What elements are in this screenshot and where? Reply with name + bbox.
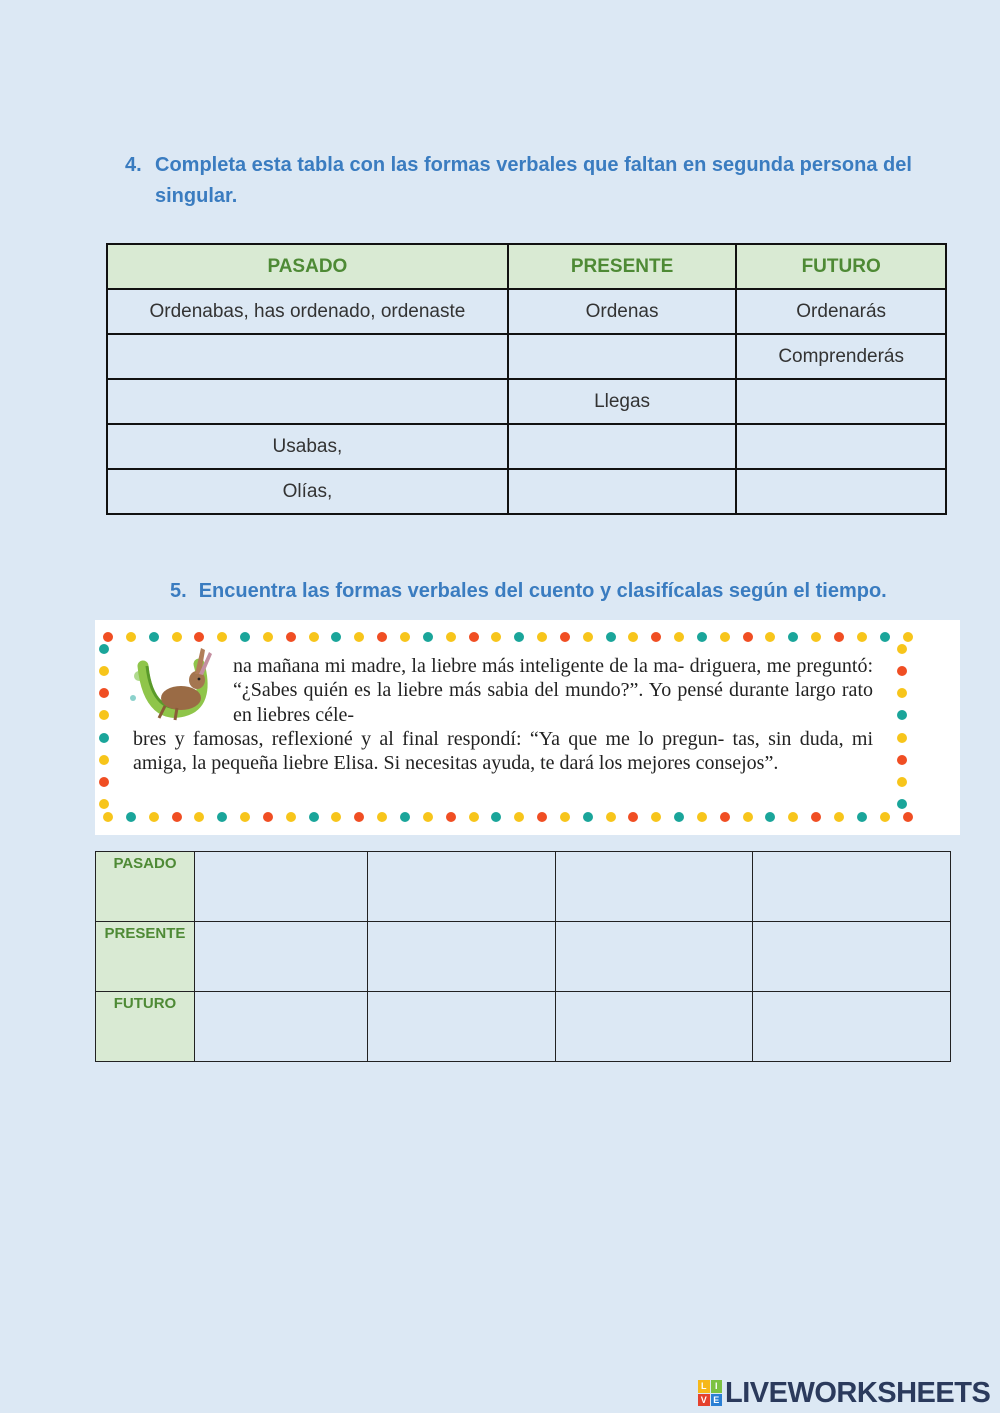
- table-cell: Olías,: [107, 469, 508, 514]
- question-number: 4.: [125, 154, 142, 176]
- border-dot: [99, 710, 109, 720]
- border-dot: [897, 644, 907, 654]
- border-dot: [903, 632, 913, 642]
- border-dot: [697, 812, 707, 822]
- border-dot: [172, 632, 182, 642]
- border-dot: [149, 812, 159, 822]
- border-dot: [194, 812, 204, 822]
- story-text-full-width: bres y famosas, reflexioné y al final respondí: “Ya que me lo pregun- tas, sin duda, mi amiga, la pequeña liebre Elisa. Si necesitas ayuda, te dará los mejores consejos”.: [133, 728, 873, 775]
- dotted-border-right: [897, 644, 907, 809]
- border-dot: [354, 812, 364, 822]
- logo-letter: V: [698, 1394, 710, 1407]
- liveworksheets-logo-icon: [698, 1380, 722, 1406]
- border-dot: [331, 812, 341, 822]
- verb-forms-table: [106, 243, 947, 515]
- table-row: [107, 469, 946, 514]
- border-dot: [857, 632, 867, 642]
- border-dot: [99, 799, 109, 809]
- border-dot: [897, 733, 907, 743]
- question-5-title: [170, 576, 930, 607]
- logo-letter: E: [711, 1394, 723, 1407]
- border-dot: [583, 812, 593, 822]
- table-row: [96, 922, 951, 992]
- border-dot: [423, 812, 433, 822]
- border-dot: [286, 812, 296, 822]
- liveworksheets-logo: [698, 1376, 990, 1410]
- border-dot: [788, 812, 798, 822]
- border-dot: [99, 644, 109, 654]
- border-dot: [469, 812, 479, 822]
- answer-cell[interactable]: [194, 922, 367, 992]
- border-dot: [857, 812, 867, 822]
- border-dot: [469, 632, 479, 642]
- border-dot: [126, 632, 136, 642]
- dotted-border-bottom: [103, 812, 913, 822]
- border-dot: [560, 812, 570, 822]
- story-text-wrapped: na mañana mi madre, la liebre más inteligente de la ma- driguera, me preguntó: “¿Sabes quién es la liebre más sabia del mundo?”. Yo pensé durante largo rato en liebres céle-: [233, 655, 873, 726]
- border-dot: [194, 632, 204, 642]
- border-dot: [897, 799, 907, 809]
- table-cell: Comprenderás: [736, 334, 946, 379]
- border-dot: [99, 777, 109, 787]
- border-dot: [903, 812, 913, 822]
- answer-cell[interactable]: [508, 424, 737, 469]
- dotted-border-left: [99, 644, 109, 809]
- border-dot: [99, 688, 109, 698]
- border-dot: [674, 812, 684, 822]
- border-dot: [743, 812, 753, 822]
- answer-cell[interactable]: [736, 379, 946, 424]
- logo-letter: I: [711, 1380, 723, 1393]
- border-dot: [286, 632, 296, 642]
- border-dot: [103, 632, 113, 642]
- border-dot: [309, 812, 319, 822]
- table-cell: Usabas,: [107, 424, 508, 469]
- border-dot: [514, 632, 524, 642]
- border-dot: [172, 812, 182, 822]
- border-dot: [99, 733, 109, 743]
- border-dot: [423, 632, 433, 642]
- border-dot: [263, 632, 273, 642]
- answer-cell[interactable]: [367, 852, 556, 922]
- table-cell: Ordenabas, has ordenado, ordenaste: [107, 289, 508, 334]
- border-dot: [560, 632, 570, 642]
- story-box: [95, 620, 960, 835]
- table-row: [107, 334, 946, 379]
- row-label-presente: PRESENTE: [96, 922, 195, 992]
- border-dot: [897, 710, 907, 720]
- header-pasado: PASADO: [107, 244, 508, 289]
- table-header-row: [107, 244, 946, 289]
- border-dot: [834, 812, 844, 822]
- border-dot: [897, 777, 907, 787]
- border-dot: [400, 632, 410, 642]
- table-row: [107, 424, 946, 469]
- border-dot: [606, 632, 616, 642]
- border-dot: [331, 632, 341, 642]
- border-dot: [263, 812, 273, 822]
- hare-initial-letter-image: [125, 646, 225, 726]
- header-futuro: FUTURO: [736, 244, 946, 289]
- logo-text: LIVEWORKSHEETS: [725, 1376, 991, 1409]
- table-row: [107, 289, 946, 334]
- border-dot: [400, 812, 410, 822]
- border-dot: [491, 632, 501, 642]
- border-dot: [103, 812, 113, 822]
- border-dot: [880, 632, 890, 642]
- answer-cell[interactable]: [736, 469, 946, 514]
- border-dot: [743, 632, 753, 642]
- question-number: 5.: [170, 580, 187, 602]
- border-dot: [514, 812, 524, 822]
- border-dot: [309, 632, 319, 642]
- border-dot: [788, 632, 798, 642]
- header-presente: PRESENTE: [508, 244, 737, 289]
- logo-letter: L: [698, 1380, 710, 1393]
- border-dot: [697, 632, 707, 642]
- classification-table: [95, 851, 951, 1062]
- answer-cell[interactable]: [194, 852, 367, 922]
- border-dot: [240, 812, 250, 822]
- border-dot: [674, 632, 684, 642]
- question-text: Encuentra las formas verbales del cuento y clasifícalas según el tiempo.: [198, 580, 887, 602]
- border-dot: [628, 812, 638, 822]
- border-dot: [720, 632, 730, 642]
- table-cell: Llegas: [508, 379, 737, 424]
- table-row: [107, 379, 946, 424]
- border-dot: [897, 755, 907, 765]
- border-dot: [446, 812, 456, 822]
- question-text: Completa esta tabla con las formas verbales que faltan en segunda persona del singular.: [155, 154, 912, 207]
- answer-cell[interactable]: [556, 992, 753, 1062]
- border-dot: [651, 632, 661, 642]
- answer-cell[interactable]: [508, 469, 737, 514]
- row-label-futuro: FUTURO: [96, 992, 195, 1062]
- answer-cell[interactable]: [556, 922, 753, 992]
- row-label-pasado: PASADO: [96, 852, 195, 922]
- table-cell: Ordenarás: [736, 289, 946, 334]
- border-dot: [811, 632, 821, 642]
- border-dot: [354, 632, 364, 642]
- border-dot: [99, 755, 109, 765]
- border-dot: [240, 632, 250, 642]
- border-dot: [897, 688, 907, 698]
- border-dot: [897, 666, 907, 676]
- dotted-border-top: [103, 632, 913, 642]
- answer-cell[interactable]: [753, 852, 951, 922]
- question-4-title: [125, 150, 945, 212]
- answer-cell[interactable]: [367, 922, 556, 992]
- border-dot: [537, 632, 547, 642]
- answer-cell[interactable]: [736, 424, 946, 469]
- border-dot: [880, 812, 890, 822]
- border-dot: [491, 812, 501, 822]
- border-dot: [628, 632, 638, 642]
- border-dot: [606, 812, 616, 822]
- table-cell: Ordenas: [508, 289, 737, 334]
- border-dot: [720, 812, 730, 822]
- border-dot: [651, 812, 661, 822]
- answer-cell[interactable]: [107, 334, 508, 379]
- answer-cell[interactable]: [556, 852, 753, 922]
- answer-cell[interactable]: [508, 334, 737, 379]
- border-dot: [149, 632, 159, 642]
- border-dot: [446, 632, 456, 642]
- border-dot: [126, 812, 136, 822]
- table-row: [96, 992, 951, 1062]
- border-dot: [217, 812, 227, 822]
- answer-cell[interactable]: [367, 992, 556, 1062]
- border-dot: [834, 632, 844, 642]
- border-dot: [765, 812, 775, 822]
- answer-cell[interactable]: [753, 922, 951, 992]
- border-dot: [765, 632, 775, 642]
- answer-cell[interactable]: [753, 992, 951, 1062]
- border-dot: [99, 666, 109, 676]
- answer-cell[interactable]: [107, 379, 508, 424]
- border-dot: [583, 632, 593, 642]
- border-dot: [377, 812, 387, 822]
- border-dot: [377, 632, 387, 642]
- border-dot: [811, 812, 821, 822]
- answer-cell[interactable]: [194, 992, 367, 1062]
- table-row: [96, 852, 951, 922]
- border-dot: [537, 812, 547, 822]
- border-dot: [217, 632, 227, 642]
